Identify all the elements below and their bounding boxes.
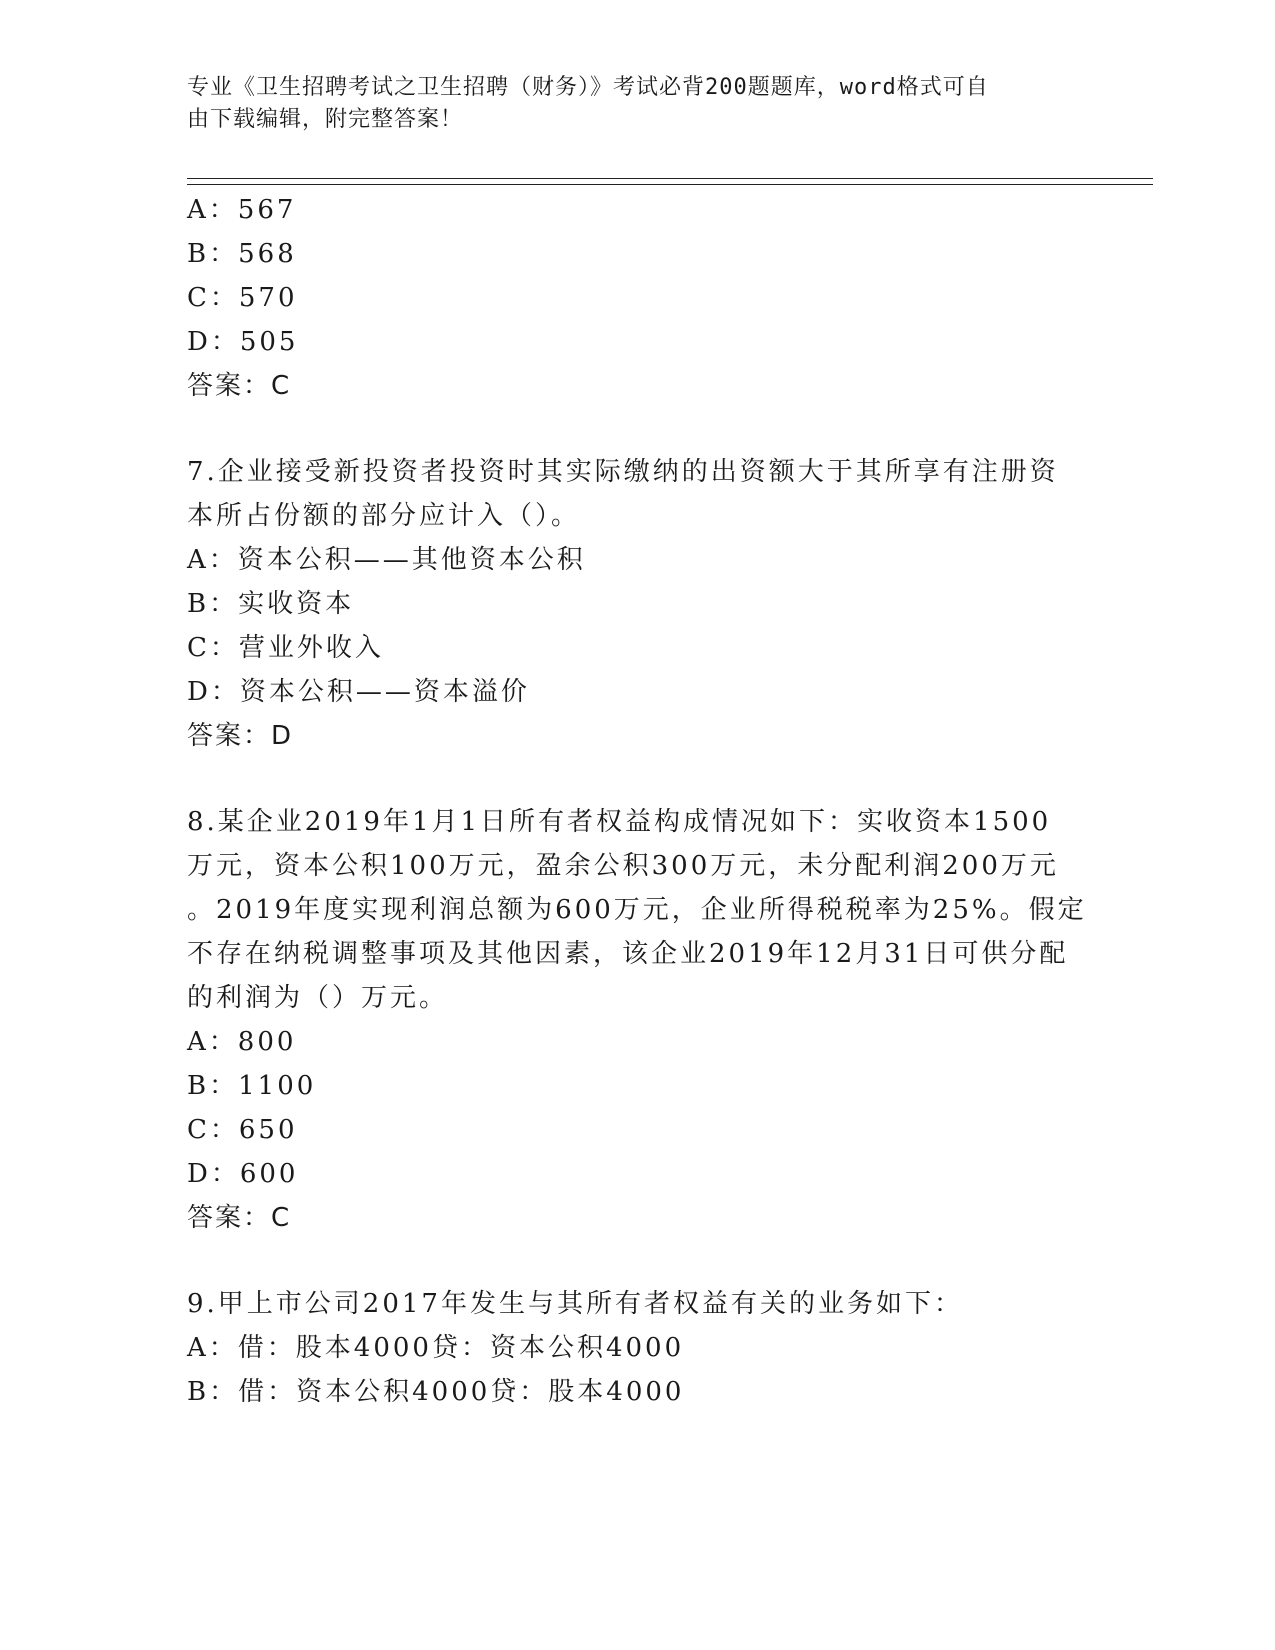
option-d: D：505 bbox=[187, 327, 299, 357]
header-line-2: 由下载编辑，附完整答案！ bbox=[187, 107, 464, 132]
question-stem-line: 不存在纳税调整事项及其他因素，该企业2019年12月31日可供分配 bbox=[187, 939, 1069, 969]
option-a: A：资本公积——其他资本公积 bbox=[187, 545, 586, 575]
option-b: B：568 bbox=[187, 239, 297, 269]
answer: 答案：D bbox=[187, 721, 294, 751]
option-a: A：567 bbox=[187, 195, 297, 225]
header-divider-bottom bbox=[187, 184, 1153, 185]
option-a: A：800 bbox=[187, 1027, 297, 1057]
question-stem-line: 9.甲上市公司2017年发生与其所有者权益有关的业务如下： bbox=[187, 1289, 963, 1319]
answer: 答案：C bbox=[187, 1203, 292, 1233]
question-stem-line: 的利润为（）万元。 bbox=[187, 983, 449, 1013]
question-stem-line: 万元，资本公积100万元，盈余公积300万元，未分配利润200万元 bbox=[187, 851, 1059, 881]
option-d: D：资本公积——资本溢价 bbox=[187, 677, 530, 707]
answer: 答案：C bbox=[187, 371, 292, 401]
option-c: C：营业外收入 bbox=[187, 633, 384, 663]
option-a: A：借：股本4000贷：资本公积4000 bbox=[187, 1333, 685, 1363]
option-c: C：650 bbox=[187, 1115, 298, 1145]
option-c: C：570 bbox=[187, 283, 298, 313]
header-divider-top bbox=[187, 178, 1153, 179]
option-d: D：600 bbox=[187, 1159, 299, 1189]
header-line-1: 专业《卫生招聘考试之卫生招聘（财务）》考试必背200题题库，word格式可自 bbox=[187, 75, 989, 100]
question-stem-line: 本所占份额的部分应计入（）。 bbox=[187, 501, 581, 531]
option-b: B：1100 bbox=[187, 1071, 317, 1101]
question-stem-line: 7.企业接受新投资者投资时其实际缴纳的出资额大于其所享有注册资 bbox=[187, 457, 1059, 487]
option-b: B：实收资本 bbox=[187, 589, 355, 619]
question-stem-line: 。2019年度实现利润总额为600万元，企业所得税税率为25%。假定 bbox=[187, 895, 1087, 925]
document-header bbox=[187, 72, 1077, 136]
question-stem-line: 8.某企业2019年1月1日所有者权益构成情况如下：实收资本1500 bbox=[187, 807, 1052, 837]
option-b: B：借：资本公积4000贷：股本4000 bbox=[187, 1377, 685, 1407]
